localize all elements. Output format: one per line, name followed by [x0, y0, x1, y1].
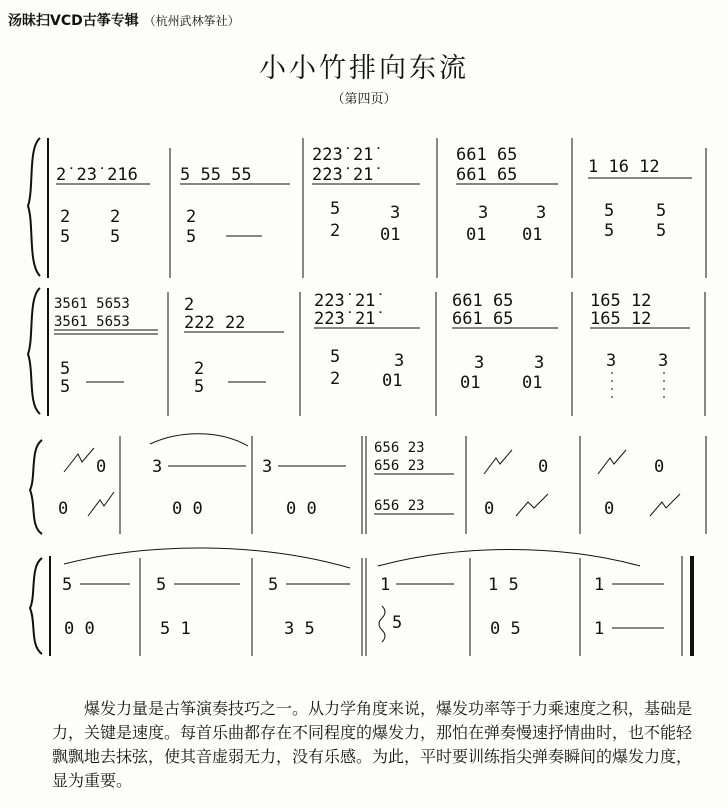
score-row-1 [28, 138, 706, 278]
notation-lower: 5 [186, 227, 197, 247]
music-score [0, 118, 728, 678]
notation-lower: 0 5 [490, 619, 521, 639]
notation-lower: 3 [394, 351, 405, 371]
slur [378, 550, 640, 567]
notation-lower: 5 [194, 377, 205, 397]
notation-lower: 0 [484, 499, 495, 519]
page-title: 小小竹排向东流 [259, 53, 469, 84]
notation-upper: 1 [380, 575, 391, 595]
notation-lower: 5 1 [160, 619, 191, 639]
notation-lower: 0 0 [286, 499, 317, 519]
brace-row-1 [28, 138, 40, 276]
notation-lower: 5 [60, 359, 71, 379]
score-row-4 [30, 548, 692, 656]
notation-lower: 0 0 [64, 619, 95, 639]
notation-lower: 2 [330, 221, 341, 241]
notation-lower: 3 [390, 203, 401, 223]
notation-lower: 5 [656, 221, 667, 241]
notation-upper: 0 [538, 457, 549, 477]
technique-paragraph: 爆发力量是古筝演奏技巧之一。从力学角度来说，爆发功率等于力乘速度之积，基础是力，关键是速度。每首乐曲都存在不同程度的爆发力，那怕在弹奏慢速抒情曲时，也不能轻飘飘地去抹弦，使其音虚弱无力，没有乐感。为此，平时要训练指尖弹奏瞬间的爆发力度，显为重要。 [52, 699, 693, 790]
notation-upper: 165 12 [590, 309, 652, 329]
notation-lower: 0 [58, 499, 69, 519]
notation-upper: 1 16 12 [588, 157, 660, 177]
notation-lower: 3 [534, 353, 545, 373]
notation-upper: 661 65 [452, 291, 514, 311]
notation-lower: 3 5 [284, 619, 315, 639]
glide-arrow [598, 450, 626, 474]
album-header [8, 10, 240, 30]
glide-arrow [516, 494, 548, 516]
notation-lower: 3 [474, 353, 485, 373]
notation-lower: 3 [478, 203, 489, 223]
score-row-2 [28, 288, 705, 416]
notation-upper: 656 23 [374, 440, 425, 456]
notation-lower: 3 [536, 203, 547, 223]
notation-lower: 5 [60, 227, 71, 247]
notation-upper: 2̇2̇3̇ 2̇1̇ [312, 145, 374, 165]
notation-lower: 656 23 [374, 498, 425, 514]
notation-upper: 3 [152, 457, 163, 477]
notation-lower: 5 [330, 199, 341, 219]
notation-upper: 2̇2̇3̇ 2̇1̇ [312, 165, 374, 185]
notation-lower: 01 [522, 225, 543, 245]
notation-upper: 1 [594, 575, 605, 595]
page-number: （第四页） [331, 92, 397, 107]
notation-upper: 661 65 [456, 145, 518, 165]
slur [64, 548, 350, 568]
brace-row-3 [30, 440, 42, 534]
notation-lower: 0 0 [172, 499, 203, 519]
glide-arrow [88, 492, 114, 516]
notation-upper: 3561 5653 [54, 296, 130, 312]
notation-upper: 2̇2̇3̇ 2̇1̇ [314, 291, 376, 311]
notation-lower: 5 [392, 613, 403, 633]
notation-lower: 01 [522, 373, 543, 393]
glide-arrow [64, 448, 94, 472]
album-series: 汤昧扫VCD古筝专辑 [8, 13, 139, 29]
slur [150, 434, 248, 446]
notation-lower: 01 [466, 225, 487, 245]
notation-upper: 3 [262, 457, 273, 477]
notation-upper: 222 22 [184, 313, 246, 333]
notation-upper: 5 [268, 575, 279, 595]
notation-lower: 1 [594, 619, 605, 639]
notation-upper: 661 65 [452, 309, 514, 329]
glide-arrow [484, 450, 512, 474]
brace-row-4 [30, 558, 42, 654]
publisher-name: （杭州武林筝社） [143, 14, 240, 28]
notation-upper: 5 55 55 [180, 165, 252, 185]
brace-row-2 [28, 288, 40, 414]
notation-lower: 5 [656, 201, 667, 221]
notation-lower: 2 [110, 207, 121, 227]
notation-lower: 2 [60, 207, 71, 227]
notation-upper: 3561 5653 [54, 314, 130, 330]
notation-upper: 2 [184, 295, 195, 315]
notation-upper: 0 [654, 457, 665, 477]
notation-lower: 0 [604, 499, 615, 519]
notation-lower: 5 [330, 347, 341, 367]
notation-lower: 5 [60, 377, 71, 397]
arpeggio-mark [379, 606, 385, 642]
notation-upper: 165 12 [590, 291, 652, 311]
notation-upper: 5 [62, 575, 73, 595]
notation-lower: 01 [382, 371, 403, 391]
notation-upper: 2̇2̇3̇ 2̇1̇ [314, 309, 376, 329]
notation-lower: 5 [604, 201, 615, 221]
notation-lower: 5 [604, 221, 615, 241]
notation-upper: 661 65 [456, 165, 518, 185]
notation-upper: 5 [156, 575, 167, 595]
notation-lower: 2 [194, 359, 205, 379]
notation-upper: 0 [96, 457, 107, 477]
notation-lower: 2 [330, 369, 341, 389]
glide-arrow [650, 494, 680, 516]
score-row-3 [30, 434, 706, 534]
notation-lower: 3 [658, 351, 669, 371]
notation-lower: 01 [460, 373, 481, 393]
notation-upper: 2̇ 2̇3̇ 2̇1̇6 [56, 165, 138, 185]
notation-upper: 1 5 [488, 575, 519, 595]
notation-lower: 3 [606, 351, 617, 371]
notation-lower: 01 [380, 225, 401, 245]
notation-lower: 5 [110, 227, 121, 247]
notation-lower: 2 [186, 207, 197, 227]
notation-upper: 656 23 [374, 458, 425, 474]
